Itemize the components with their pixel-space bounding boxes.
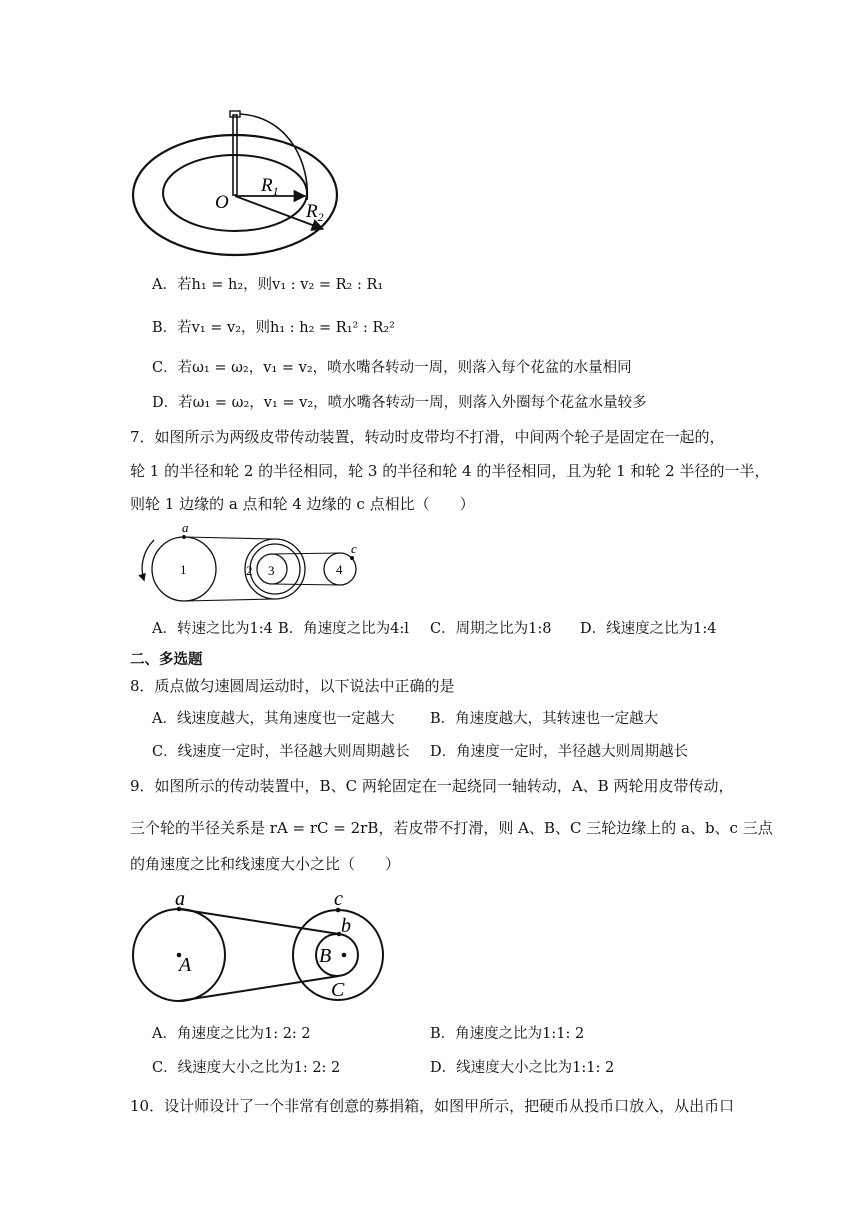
wheel-c-label: C: [331, 979, 345, 1001]
q8-option-c: C．线速度一定时，半径越大则周期越长: [152, 744, 410, 760]
point-a-label: a: [182, 520, 189, 535]
q8-option-d: D．角速度一定时，半径越大则周期越长: [430, 744, 689, 760]
q9-option-d: D．线速度大小之比为1:1: 2: [430, 1060, 615, 1076]
q7-stem-line-3: 则轮 1 边缘的 a 点和轮 4 边缘的 c 点相比（ ）: [130, 495, 475, 513]
q6-option-d: D．若ω₁ = ω₂，v₁ = v₂，喷水嘴各转动一周，则落入外圈每个花盆水量较多: [152, 395, 647, 411]
point-c-label: c: [351, 541, 357, 556]
r1-subscript: 1: [272, 184, 279, 198]
q8-option-b: B．角速度越大，其转速也一定越大: [430, 711, 659, 727]
q7-option-d: D．线速度之比为1:4: [580, 621, 717, 637]
q6-option-b: B．若v₁ = v₂，则h₁ : h₂ = R₁² : R₂²: [152, 320, 395, 336]
point-c-label: c: [334, 888, 343, 910]
wheel-b-label: B: [319, 945, 332, 967]
transmission-figure: [128, 888, 390, 1008]
q9-option-c: C．线速度大小之比为1: 2: 2: [152, 1060, 341, 1076]
q6-option-c: C．若ω₁ = ω₂，v₁ = v₂，喷水嘴各转动一周，则落入每个花盆的水量相同: [152, 360, 632, 376]
wheel-1-label: 1: [180, 562, 187, 577]
q7-stem-line-2: 轮 1 的半径和轮 2 的半径相同，轮 3 的半径和轮 4 的半径相同，且为轮 1 和轮 2 半径的一半，: [130, 462, 770, 480]
q9-stem-line-2: 三个轮的半径关系是 rA = rC = 2rB，若皮带不打滑，则 A、B、C 三轮边缘上的 a、b、c 三点: [130, 819, 773, 837]
belt-drive-figure: [132, 518, 372, 608]
svg-text:R2: [305, 201, 324, 224]
q7-option-a: A．转速之比为1:4: [152, 621, 273, 637]
q7-option-c: C．周期之比为1:8: [430, 621, 552, 637]
wheel-2-label: 2: [246, 563, 253, 578]
r2-label: R: [306, 201, 318, 222]
svg-text:R1: [260, 175, 279, 198]
q7-option-b: B．角速度之比为4:l: [278, 621, 409, 637]
wheel-3-label: 3: [268, 563, 275, 578]
r1-label: R: [261, 175, 273, 196]
q7-stem-line-1: 7．如图所示为两级皮带传动装置，转动时皮带均不打滑，中间两个轮子是固定在一起的，: [130, 428, 725, 446]
q8-stem: 8．质点做匀速圆周运动时，以下说法中正确的是: [130, 677, 455, 695]
q8-option-a: A．线速度越大，其角速度也一定越大: [152, 711, 395, 727]
q9-stem-line-1: 9．如图所示的传动装置中，B、C 两轮固定在一起绕同一轴转动，A、B 两轮用皮带传动，: [130, 777, 734, 795]
q9-option-b: B．角速度之比为1:1: 2: [430, 1026, 585, 1042]
wheel-a-label: A: [179, 954, 192, 976]
r2-subscript: 2: [317, 210, 324, 224]
q9-option-a: A．角速度之比为1: 2: 2: [152, 1026, 311, 1042]
point-a-label: a: [175, 888, 185, 910]
point-b-label: b: [341, 915, 351, 937]
q6-option-a: A．若h₁ = h₂，则v₁ : v₂ = R₂ : R₁: [152, 277, 384, 293]
section-title: 二、多选题: [130, 652, 203, 668]
q9-stem-line-3: 的角速度之比和线速度大小之比（ ）: [130, 855, 401, 873]
sprinkler-figure: [125, 105, 350, 265]
origin-label: O: [215, 192, 229, 213]
q10-stem: 10．设计师设计了一个非常有创意的募捐箱，如图甲所示，把硬币从投币口放入，从出币口: [130, 1097, 735, 1115]
wheel-4-label: 4: [336, 562, 343, 577]
